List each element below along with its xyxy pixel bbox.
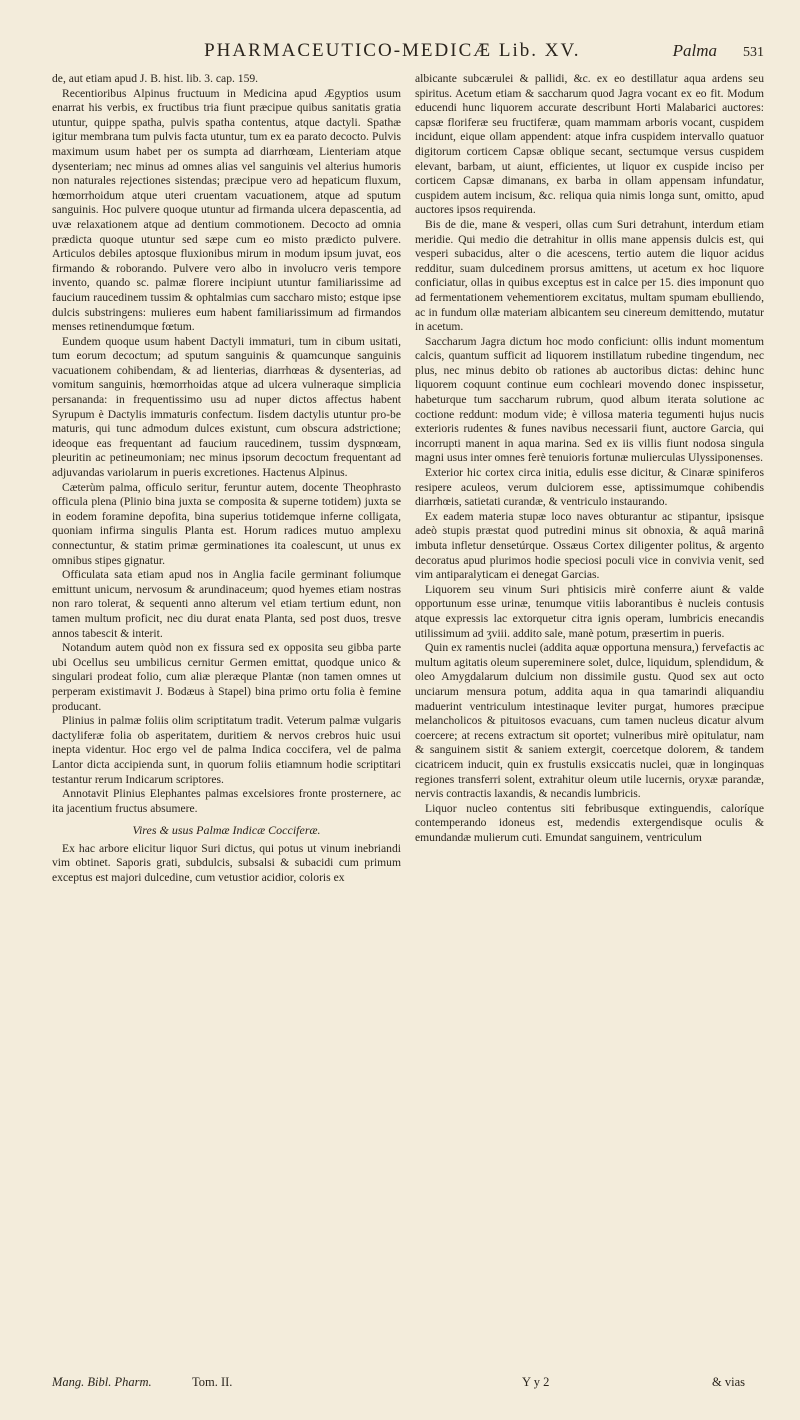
text-paragraph: Ex eadem materia stupæ loco naves obturantur ac stipantur, ipsisque adeò stupis præstat quod putredini minus sit obnoxia, & aquâ marinâ imbuta infletur densetúrque. Ossæus Cortex diligenter politus, & argento decoratus apud plurimos hodie speciosi poculi vice in convivia venit, sed vim antiparalyticam ei denegat Garcias. [415,509,764,582]
section-head: Palma [672,41,717,60]
right-column [415,72,764,886]
sheet-signature-mark: Y y 2 [522,1375,550,1389]
text-paragraph: Cæterùm palma, officulo seritur, feruntur autem, docente Theophrasto officula plena (Plinio bina juxta se composita & superne totidem) juxta se in eodem foramine depofita, bina superius totidemque inferne colligata, quoniam infirma singulis Planta est. Horum radices mutuo amplexu connectuntur, & statim primæ germinationes ita coalescunt, ut unus ex omnibus stipes gignatur. [52,480,401,567]
text-paragraph: Plinius in palmæ foliis olim scriptitatum tradit. Veterum palmæ vulgaris dactyliferæ folia ob asperitatem, duritiem & nervos crebros huic usui inepta videntur. Hoc ergo vel de palma Indica coccifera, vel de palma Lantor dicta accipienda sunt, in quorum foliis etiamnum hodie scriptitari testantur rerum Indicarum scriptores. [52,714,401,786]
text-paragraph: Annotavit Plinius Elephantes palmas excelsiores fronte prosternere, ac ita jacentium fructus absumere. [52,787,401,815]
text-paragraph: Eundem quoque usum habent Dactyli immaturi, tum in cibum usitati, tum eorum decoctum; ad sputum sanguinis & quamcunque sanguinis vacuationem cohibendam, & ad lienterias, diarrhœas & dysenterias, ad vomitum sanguinis, hœmorrhoidas atque ad ulcera vulneraque simplicia persananda: in frequentissimo usu ad nuper dictos affectus habent Syrupum è Dactylis immaturis confectum. Iisdem dactylis utuntur pro-be maturis, qui tunc admodum dulces existunt, cum obscura adstrictione; ideoque eas frequentant ad faucium raucedinem, tussim dyspnœam, pleuritin ac petineumoniam; nec minus ipsorum decoctum frequentant ad adjuvandas variolarum in pueris excretiones. Hactenus Alpinus. [52,334,401,480]
text-paragraph: Saccharum Jagra dictum hoc modo conficiunt: ollis indunt momentum calcis, quantum sufficit ad liquorem instillatum rubedine tingendum, nec plus, nec minus debito ob rationes ab auctoribus dictas: dehinc hunc liquorem coquunt continue eum cochleari movendo donec inspissetur, habeturque tum saccharum rubrum, quod album iterata solutione ac coctione reddunt: modum vide; è villosa materia tegumenti hujus nucis exterioris rudentes & funes navibus necessarii fiunt, auctore Garcia, qui incorrupti manent in aqua marina. Sed ex iis villis fiunt nodosa singula magni usus inter omnes ferè tenuioris fortunæ mulierculas Ulyssiponenses. [415,334,764,465]
text-paragraph: Bis de die, mane & vesperi, ollas cum Suri detrahunt, interdum etiam meridie. Qui medio die detrahitur in ollis mane appensis dulcis est, qui vesperi subacidus, alter o die acescens, tertio autem die liquor acidus redditur, suam dulcedinem prorsus amittens, ut acetum ex hoc liquore conficiatur, ollas in quibus exceptus est in calce per 15. dies imponunt quo ad fermentationem vehementiorem excitatus, multam spumam ebulliendo, ac in fundum ollæ materiam albicantem seu cinereum demittendo, mutatur in acetum. [415,217,764,334]
text-paragraph: Officulata sata etiam apud nos in Anglia facile germinant foliumque emittunt unicum, nervosum & arundinaceum; quod hyemes etiam nostras non raro tolerat, & sequenti anno alterum vel etiam tertium edunt, non tamen multum proficit, nec diu durat enata Planta, sed post duos, tresve annos tabescit & interit. [52,568,401,640]
text-paragraph: Ex hac arbore elicitur liquor Suri dictus, qui potus ut vinum inebriandi vim obtinet. Saporis grati, subdulcis, subsalsi & subacidi cum primum exceptus est majori dulcedine, cum vetustior acidior, coloris ex [52,841,401,885]
catchword: & vias [712,1375,745,1389]
left-column [52,72,401,886]
text-paragraph: Liquor nucleo contentus siti febribusque extinguendis, caloríque contemperando idoneus est, medendis extergendisque oculis & emundandæ mulierum cuti. Emundat sanguinem, ventriculum [415,801,764,844]
text-paragraph: Liquorem seu vinum Suri phtisicis mirè conferre aiunt & valde opportunum esse urinæ, tenumque vitiis laborantibus è nucleis contusis atque expressis lac extorquetur citra ignis operam, lumbricis enecandis utilissimum ad ʒviii. addito sale, manè potum, præsertim in pueris. [415,582,764,640]
footer-signature: Mang. Bibl. Pharm. [52,1375,152,1389]
text-paragraph: albicante subcærulei & pallidi, &c. ex eo destillatur aqua ardens seu spiritus. Acetum etiam & saccharum quod Jagra vocant ex eo fit. Modum educendi hunc liquorem accurate describunt Horti Malabarici auctores: capsæ floriferæ seu fructiferæ, quam mammam arboris vocant, cuspidem incidunt, eique ollam appendent: atque infra cuspidem intervallo quatuor digitorum corticem Capsæ oblique secant, sectumque versus cuspidem elevant, barbam, ut aiunt, efficientes, ut liquor ex cuspide inciso per corticem Capsæ dimanans, ex barba in ollam appensam infundatur, cuspidem autem incisum, &c. reliqua quia nimis longa sunt, omitto, apud auctores ipsos requirenda. [415,72,764,217]
text-columns [52,72,764,886]
text-paragraph: Recentioribus Alpinus fructuum in Medicina apud Ægyptios usum enarrat his verbis, ex fructibus tria fiunt præcipue quibus sanitatis gratia utuntur, quippe spatha, pulvis spatha contentus, atque dactyli. Spathæ igitur membrana tum pulvis facta utuntur, tum ex ea parato decocto. Pulvis maximum usum habet per os sumpta ad diarrhœam, Lienteriam atque dysenteriam; nec minus ad omnes alias vel sanguinis vel alterius humoris non naturales rejectiones sistendas; præcipue vero ad hepaticum fluxum, hœmorrhoidum atque uteri cruentam vacuationem, atque ad sputum sanguinis. Hoc pulvere quoque utuntur ad firmanda ulcera depascentia, ad uvæ relaxationem atque ad dentium commotionem. Decocto ad omnia prædicta quoque utuntur sed sæpe cum eo misto prædicto pulvere. Articulos debiles aptosque fluxionibus mirum in modum ipsum juvat, eos firmando & roborando. Pulvere vero albo in involucro veris tempore invento, quando sc. palmæ florere incipiunt utuntur familiarissime ad faucium raucedinem tussim & ophtalmias cum saccharo misto; estque ipse dulcis substringens: mulieres eum habent familiarissimum ad firmandos menses retinendumque fœtum. [52,86,401,334]
footer-volume: Tom. II. [192,1375,233,1389]
text-paragraph: Exterior hic cortex circa initia, edulis esse dicitur, & Cinaræ spiniferos resipere aculeos, verum dulciorem esse, aptissimumque cohibendis diarrhœis, satietati curandæ, & ventriculo instaurando. [415,466,764,509]
running-head: PHARMACEUTICO-MEDICÆ Lib. XV. [204,40,581,61]
page-header [52,40,764,66]
text-paragraph: Notandum autem quòd non ex fissura sed ex opposita seu gibba parte ubi Ocellus seu umbilicus cernitur Germen emittat, quodque unico & singulari prodeat folio, cum aliæ pleræque Plantæ (non tamen omnes ut perperam existimavit J. Bodæus à Stapel) bina primo ortu folia è femine producant. [52,641,401,713]
page-number: 531 [743,45,764,60]
text-paragraph: Quin ex ramentis nuclei (addita aquæ opportuna mensura,) fervefactis ac multum agitatis oleum supereminere solet, dulce, liquidum, splendidum, & oleo Amygdalarum dulcium non dissimile gustu. Quod sex aut octo unciarum mensura potum, addita aqua in qua tamarindi aliquandiu maduerint ventriculum intestinaque leviter purgat, humores præcipue melancholicos & pituitosos evacuans, cum tamen nucleus dicatur alvum coercere; at recens extractum sit oportet; vulneribus mirè opitulatur, nam & sanguinem sistit & saniem extergit, coercetque dolorem, & tandem cicatricem inducit, quin ex frustulis exsiccatis nuclei, quæ in longinquas regiones transferri solent, extrahitur oleum utile lucernis, oryxæ parandæ, nervis contractis laxandis, & necandis lumbricis. [415,641,764,801]
section-subheading: Vires & usus Palmæ Indicæ Cocciferæ. [132,823,321,838]
text-paragraph: de, aut etiam apud J. B. hist. lib. 3. cap. 159. [52,72,259,85]
